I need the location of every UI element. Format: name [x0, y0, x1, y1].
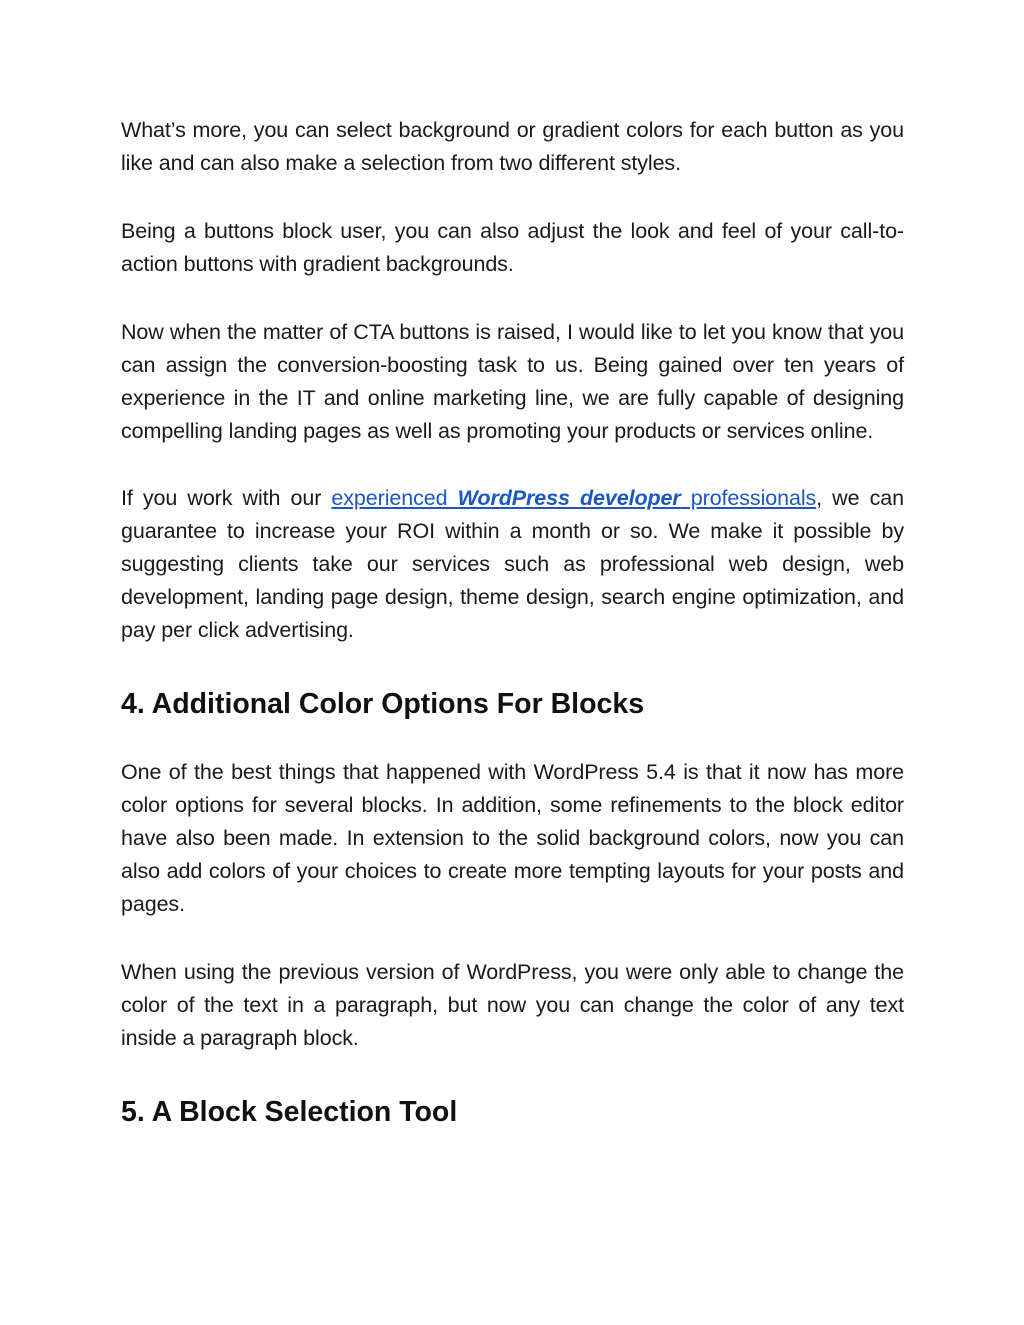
link-text-part-2: WordPress developer	[457, 486, 681, 510]
heading-additional-color-options: 4. Additional Color Options For Blocks	[121, 688, 645, 720]
paragraph-wordpress-developer	[121, 482, 904, 647]
paragraph-cta-buttons: Now when the matter of CTA buttons is raised, I would like to let you know that you can assign the conversion-boosting task to us. Being gained over ten years of experience in the IT and online marketing line, we are fully capable of designing compelling landing pages as well as promoting your products or services online.	[121, 320, 904, 443]
paragraph-text-before-link: If you work with our	[121, 486, 332, 510]
paragraph-text-after-link: , we can guarantee to increase your ROI within a month or so. We make it possible by suggesting clients take our services such as professional web design, web development, landing page design, theme design, search engine optimization, and pay per click advertising.	[121, 486, 904, 642]
heading-block-selection-tool: 5. A Block Selection Tool	[121, 1096, 458, 1128]
document-page	[121, 114, 904, 1130]
wordpress-developer-link[interactable]	[331, 486, 816, 510]
paragraph-color-styles: What’s more, you can select background or gradient colors for each button as you like and can also make a selection from two different styles.	[121, 118, 904, 175]
paragraph-previous-version: When using the previous version of WordPress, you were only able to change the color of the text in a paragraph, but now you can change the color of any text inside a paragraph block.	[121, 960, 904, 1050]
paragraph-color-options: One of the best things that happened with WordPress 5.4 is that it now has more color options for several blocks. In addition, some refinements to the block editor have also been made. In extension to the solid background colors, now you can also add colors of your choices to create more tempting layouts for your posts and pages.	[121, 760, 904, 916]
link-text-part-3: professionals	[680, 486, 817, 510]
link-text-part-1: experienced	[331, 486, 458, 510]
paragraph-buttons-block: Being a buttons block user, you can also adjust the look and feel of your call-to-action buttons with gradient backgrounds.	[121, 219, 904, 276]
